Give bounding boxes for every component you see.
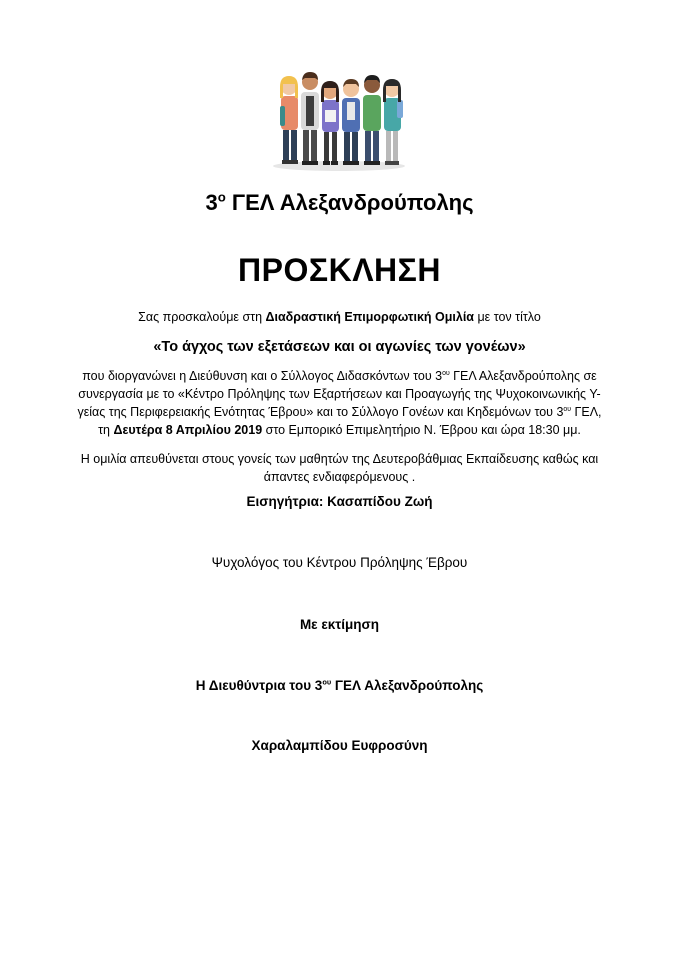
speaker-name: Εισηγήτρια: Κασαπίδου Ζωή (246, 494, 433, 509)
talk-title: «Το άγχος των εξετάσεων και οι αγωνίες των γονέων» (153, 339, 526, 355)
director-title: Η Διευθύντρια του $3^{o\upsilon}$ ΓΕΛ Αλεξανδρούπολης (195, 677, 484, 693)
audience-line: άπαντες ενδιαφερόμενους . (263, 470, 416, 484)
event-details-line: τη Δευτέρα 8 Απριλίου 2019 στο Εμπορικό Επιμελητήριο Ν. Έβρου και ώρα 18:30 μμ. (98, 423, 581, 437)
speaker-role: Ψυχολόγος του Κέντρου Πρόληψης Έβρου (211, 555, 468, 570)
student-figure (321, 81, 339, 165)
event-details-line: γείας της Περιφερειακής Ενότητας Έβρου» και το Σύλλογο Γονέων και Κηδεμόνων του $3^{o\upsilon}$ ΓΕΛ, (77, 405, 602, 419)
event-details-line: συνεργασία με το «Κέντρο Πρόληψης των Εξαρτήσεων και Προαγωγής της Ψυχοκοινωνικής Υ- (78, 387, 601, 401)
school-name: $3^o$ ΓΕΛ Αλεξανδρούπολης (205, 189, 474, 215)
student-figure (301, 72, 319, 165)
closing-regards: Με εκτίμηση (299, 617, 380, 632)
student-figure (383, 79, 403, 165)
event-details (0, 367, 679, 439)
event-details-line: που διοργανώνει η Διεύθυνση και ο Σύλλογος Διδασκόντων του $3^{o\upsilon}$ ΓΕΛ Αλεξανδρούπολης σε (82, 369, 597, 383)
audience-line: Η ομιλία απευθύνεται στους γονείς των μαθητών της Δευτεροβάθμιας Εκπαίδευσης καθώς και (80, 452, 599, 466)
intro-text: Σας προσκαλούμε στη Διαδραστική Επιμορφωτική Ομιλία με τον τίτλο (138, 310, 541, 324)
student-figure (280, 76, 298, 164)
student-figure (342, 79, 360, 165)
page-title: ΠΡΟΣΚΛΗΣΗ (238, 252, 441, 288)
director-name: Χαραλαμπίδου Ευφροσύνη (251, 738, 428, 753)
student-figure (363, 75, 381, 165)
students-group-icon (270, 70, 408, 172)
audience-text (0, 450, 679, 486)
